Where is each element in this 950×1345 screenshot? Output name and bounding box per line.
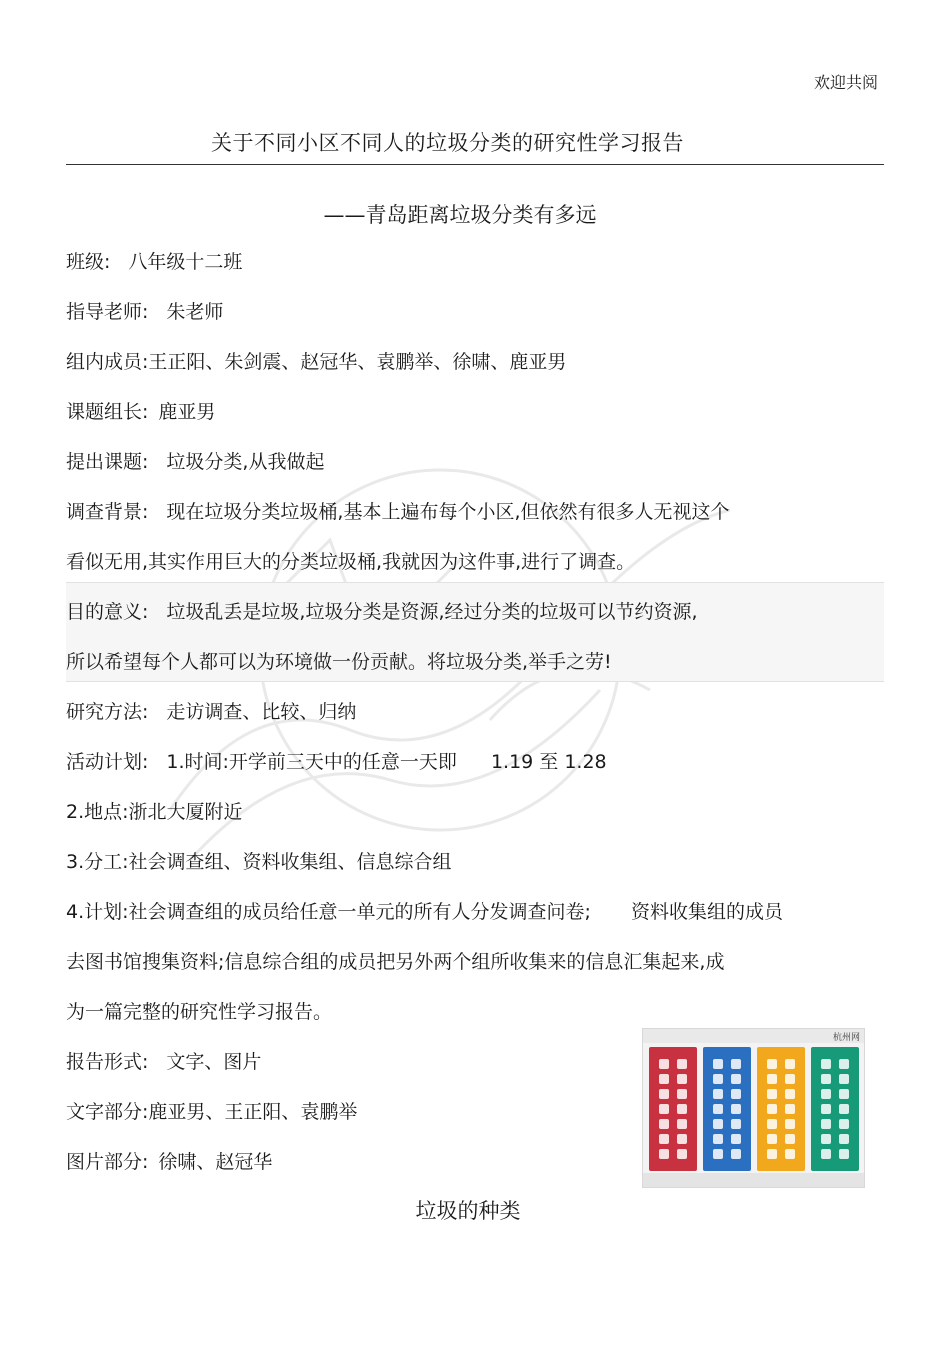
text-part-label: 文字部分 — [66, 1101, 143, 1123]
leader-label: 课题组长: — [66, 401, 149, 423]
bin-icon — [767, 1119, 777, 1129]
plan-item-1: 1.时间:开学前三天中的任意一天即 — [166, 751, 457, 773]
topic-value: 垃圾分类,从我做起 — [166, 451, 325, 473]
bin-icon — [659, 1149, 669, 1159]
bin-icon — [839, 1104, 849, 1114]
bin-icon — [713, 1089, 723, 1099]
bin-icon — [785, 1074, 795, 1084]
leader-value: 鹿亚男 — [158, 401, 216, 423]
bin-icon — [767, 1074, 777, 1084]
leader-line — [66, 397, 215, 424]
members-label: 组内成员 — [66, 351, 143, 373]
bin-icon — [713, 1149, 723, 1159]
bin-icon — [767, 1134, 777, 1144]
bin-icon — [821, 1089, 831, 1099]
class-value: 八年级十二班 — [128, 251, 243, 273]
bin-icon — [659, 1134, 669, 1144]
green-bin-panel — [811, 1047, 859, 1171]
image-topbar — [643, 1029, 864, 1043]
format-line — [66, 1047, 261, 1074]
teacher-line — [66, 297, 223, 324]
garbage-sorting-image — [642, 1028, 865, 1188]
section-heading: 垃圾的种类 — [415, 1199, 521, 1223]
image-logo: 杭州网 — [832, 1033, 860, 1043]
image-part-value: 徐啸、赵冠华 — [158, 1151, 273, 1173]
method-line — [66, 697, 356, 724]
bin-icon — [731, 1134, 741, 1144]
bin-icon — [731, 1104, 741, 1114]
bin-icon — [659, 1119, 669, 1129]
image-part-line — [66, 1147, 272, 1174]
topic-label: 提出课题: — [66, 451, 149, 473]
bin-icon — [821, 1134, 831, 1144]
bin-icon — [785, 1104, 795, 1114]
bin-icon — [731, 1119, 741, 1129]
bin-icon — [659, 1074, 669, 1084]
bin-icon — [839, 1059, 849, 1069]
bin-icon — [839, 1074, 849, 1084]
bin-icon — [839, 1134, 849, 1144]
purpose-line-1 — [66, 597, 698, 624]
teacher-label: 指导老师: — [66, 301, 149, 323]
bin-icon — [677, 1089, 687, 1099]
purpose-line-2: 所以希望每个人都可以为环境做一份贡献。将垃圾分类,举手之劳! — [66, 651, 612, 673]
blue-bin-panel — [703, 1047, 751, 1171]
bin-icon — [659, 1104, 669, 1114]
background-line-1 — [66, 497, 730, 524]
class-line — [66, 247, 242, 274]
bin-icon — [821, 1119, 831, 1129]
bin-icon — [713, 1104, 723, 1114]
bin-icon — [767, 1089, 777, 1099]
plan-line-1 — [66, 747, 607, 774]
bin-icon — [713, 1059, 723, 1069]
plan-item-4-b: 资料收集组的成员 — [630, 901, 783, 923]
plan-item-2: 2.地点:浙北大厦附近 — [66, 801, 243, 823]
bin-icon — [821, 1149, 831, 1159]
background-text-1: 现在垃圾分类垃圾桶,基本上遍布每个小区,但依然有很多人无视这个 — [166, 501, 730, 523]
bin-icon — [821, 1059, 831, 1069]
yellow-bin-panel — [757, 1047, 805, 1171]
bin-icon — [677, 1074, 687, 1084]
bin-icon — [713, 1119, 723, 1129]
plan-item-3: 3.分工:社会调查组、资料收集组、信息综合组 — [66, 851, 452, 873]
image-part-label: 图片部分: — [66, 1151, 149, 1173]
topic-line — [66, 447, 324, 474]
bin-icon — [785, 1119, 795, 1129]
bin-icon — [713, 1134, 723, 1144]
bin-icon — [785, 1089, 795, 1099]
bin-icon — [767, 1149, 777, 1159]
members-value: :王正阳、朱剑震、赵冠华、袁鹏举、徐啸、鹿亚男 — [142, 351, 567, 373]
bin-icon — [677, 1149, 687, 1159]
purpose-text-1: 垃圾乱丢是垃圾,垃圾分类是资源,经过分类的垃圾可以节约资源, — [166, 601, 698, 623]
plan-item-4-line-3: 为一篇完整的研究性学习报告。 — [66, 1001, 333, 1023]
bin-icon — [821, 1104, 831, 1114]
plan-item-4-line-1 — [66, 897, 783, 924]
purpose-label: 目的意义: — [66, 601, 149, 623]
bin-icon — [767, 1059, 777, 1069]
members-line — [66, 347, 566, 374]
bin-icon — [785, 1149, 795, 1159]
bin-icon — [785, 1059, 795, 1069]
bin-icon — [677, 1059, 687, 1069]
background-label: 调查背景: — [66, 501, 149, 523]
format-value: 文字、图片 — [166, 1051, 262, 1073]
method-value: 走访调查、比较、归纳 — [166, 701, 357, 723]
plan-item-4-a: 4.计划:社会调查组的成员给任意一单元的所有人分发调查问卷; — [66, 901, 591, 923]
header-note: 欢迎共阅 — [813, 73, 878, 92]
bin-icon — [839, 1089, 849, 1099]
plan-item-4-line-2: 去图书馆搜集资料;信息综合组的成员把另外两个组所收集来的信息汇集起来,成 — [66, 951, 725, 973]
title-divider — [66, 164, 884, 165]
bin-icon — [767, 1104, 777, 1114]
text-part-value: :鹿亚男、王正阳、袁鹏举 — [142, 1101, 358, 1123]
bin-icon — [659, 1089, 669, 1099]
class-label: 班级: — [66, 251, 111, 273]
bin-icon — [677, 1104, 687, 1114]
document-subtitle: ——青岛距离垃圾分类有多远 — [323, 203, 597, 227]
teacher-value: 朱老师 — [166, 301, 224, 323]
red-bin-panel — [649, 1047, 697, 1171]
bin-icon — [677, 1134, 687, 1144]
bin-icon — [713, 1074, 723, 1084]
background-line-2: 看似无用,其实作用巨大的分类垃圾桶,我就因为这件事,进行了调查。 — [66, 551, 636, 573]
bin-icon — [731, 1089, 741, 1099]
plan-item-1-dates: 1.19 至 1.28 — [490, 751, 607, 773]
method-label: 研究方法: — [66, 701, 149, 723]
bin-icon — [839, 1149, 849, 1159]
bin-icon — [821, 1074, 831, 1084]
text-part-line — [66, 1097, 357, 1124]
plan-label: 活动计划: — [66, 751, 149, 773]
bin-icon — [659, 1059, 669, 1069]
document-title: 关于不同小区不同人的垃圾分类的研究性学习报告 — [211, 131, 684, 155]
image-footer — [643, 1173, 864, 1187]
bin-icon — [731, 1059, 741, 1069]
bin-icon — [677, 1119, 687, 1129]
bin-icon — [785, 1134, 795, 1144]
format-label: 报告形式: — [66, 1051, 149, 1073]
bin-icon — [731, 1074, 741, 1084]
bin-icon — [731, 1149, 741, 1159]
bin-icon — [839, 1119, 849, 1129]
